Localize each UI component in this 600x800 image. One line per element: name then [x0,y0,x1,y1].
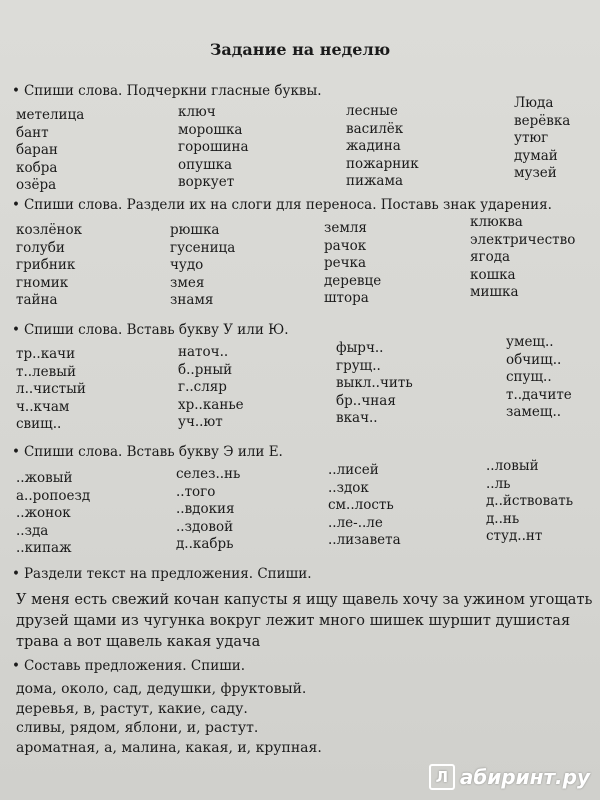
task-4-column-2 [176,466,240,554]
task-4-column-4 [486,458,573,546]
word: бант [16,124,49,141]
word: см..лость [328,497,394,513]
word: электричество [470,231,576,248]
word: грибник [16,257,76,273]
word: хр..канье [178,396,244,413]
task-3-column-1 [16,346,86,434]
task-1-column-1 [16,107,84,195]
word: ..зда [16,522,49,539]
word: гномик [16,274,69,291]
word: ключ [178,104,216,120]
word: морошка [178,121,243,138]
word: василёк [346,120,404,137]
word: студ..нт [486,528,543,544]
word: тр..качи [16,346,76,362]
word: д..йствовать [486,493,574,509]
word: ..лисей [328,462,379,478]
word: свищ.. [16,416,62,432]
word: уч..ют [178,414,223,430]
task-2-instruction: • Спиши слова. Раздели их на слоги для переноса. Поставь знак ударения. [12,197,552,213]
word: ..ль [486,475,511,492]
word: клюква [470,214,523,230]
word: чудо [170,257,204,273]
word: мишка [470,284,519,300]
word: наточ.. [178,344,229,360]
sentence-line: дома, около, сад, дедушки, фруктовый. [16,681,307,697]
word: фырч.. [336,340,384,356]
labirint-logo-icon: Л [429,764,455,790]
task-5-text: У меня есть свежий кочан капусты я ищу щавель хочу за ужином угощать друзей щами из чугунка вокруг лежит много шишек шуршит душистая трава а вот щавель какая удача [16,592,593,650]
task-1-column-3 [346,103,419,191]
word: д..нь [486,510,520,527]
word: кобра [16,159,58,176]
sentence-line: ароматная, а, малина, какая, и, крупная. [16,739,322,756]
word: спущ.. [506,369,552,385]
sentence-line: сливы, рядом, яблони, и, растут. [16,720,259,736]
word: замещ.. [506,404,562,420]
word: знамя [170,292,214,308]
word: земля [324,220,367,236]
task-6-lines [16,680,322,758]
task-4-column-3 [328,462,401,550]
task-3-column-4 [506,334,572,422]
task-1-column-4 [514,95,570,183]
word: ч..кчам [16,398,70,415]
word: жадина [346,138,401,154]
word: лесные [346,103,398,119]
word: ..жовый [16,470,73,486]
word: ..того [176,483,216,500]
word: баран [16,142,58,158]
sentence-line: деревья, в, растут, какие, саду. [16,700,248,717]
word: ..кипаж [16,540,72,556]
word: умещ.. [506,334,554,350]
word: голуби [16,239,65,256]
word: обчищ.. [506,351,562,368]
word: селез..нь [176,466,241,482]
word: выкл..чить [336,375,413,391]
word: л..чистый [16,381,86,397]
task-4-column-1 [16,470,90,558]
word: ..ле-..ле [328,514,383,531]
word: рачок [324,237,367,254]
word: пижама [346,173,404,189]
word: д..кабрь [176,536,234,552]
word: деревце [324,272,382,289]
word: пожарник [346,155,419,172]
word: музей [514,165,557,181]
word: кошка [470,266,516,283]
word: озёра [16,177,57,193]
word: опушка [178,156,233,173]
bullet-icon: • [12,444,20,460]
task-2-column-1 [16,222,82,310]
word: т..левый [16,363,76,380]
task-2-column-2 [170,222,235,310]
task-1-column-2 [178,104,249,192]
word: бр..чная [336,392,396,409]
labirint-watermark [429,764,590,790]
word: грущ.. [336,357,381,374]
word: г..сляр [178,379,227,395]
bullet-icon: • [12,197,20,213]
page-title: Задание на неделю [209,40,391,59]
task-2-column-4 [470,214,575,302]
word: метелица [16,107,85,123]
watermark-text: абиринт.ру [459,765,590,789]
word: воркует [178,174,235,190]
word: б..рный [178,361,233,378]
bullet-icon: • [12,322,20,338]
task-3-column-3 [336,340,413,428]
word: рюшка [170,222,220,238]
word: козлёнок [16,222,83,238]
bullet-icon: • [12,83,20,99]
word: верёвка [514,112,571,129]
word: Люда [514,95,554,111]
task-4-instruction: • Спиши слова. Вставь букву Э или Е. [12,444,283,460]
word: думай [514,147,558,164]
word: вкач.. [336,410,378,426]
word: горошина [178,139,249,155]
task-1-instruction: • Спиши слова. Подчеркни гласные буквы. [12,83,322,99]
task-2-column-3 [324,220,381,308]
word: ..здовой [176,518,234,535]
word: т..дачите [506,386,572,403]
word: ..здок [328,479,369,496]
word: а..ропоезд [16,487,91,504]
task-3-column-2 [178,344,244,432]
task-5-instruction: • Раздели текст на предложения. Спиши. [12,566,312,582]
word: ягода [470,249,511,265]
bullet-icon: • [12,566,20,582]
word: змея [170,274,205,291]
word: ..вдокия [176,501,235,517]
word: ..ловый [486,458,539,474]
word: речка [324,255,367,271]
word: ..жонок [16,505,71,521]
task-6-instruction: • Составь предложения. Спиши. [12,658,246,674]
word: ..лизавета [328,532,401,548]
word: гусеница [170,239,236,256]
word: утюг [514,130,549,146]
word: штора [324,290,369,306]
bullet-icon: • [12,658,20,674]
word: тайна [16,292,58,308]
task-3-instruction: • Спиши слова. Вставь букву У или Ю. [12,322,289,338]
